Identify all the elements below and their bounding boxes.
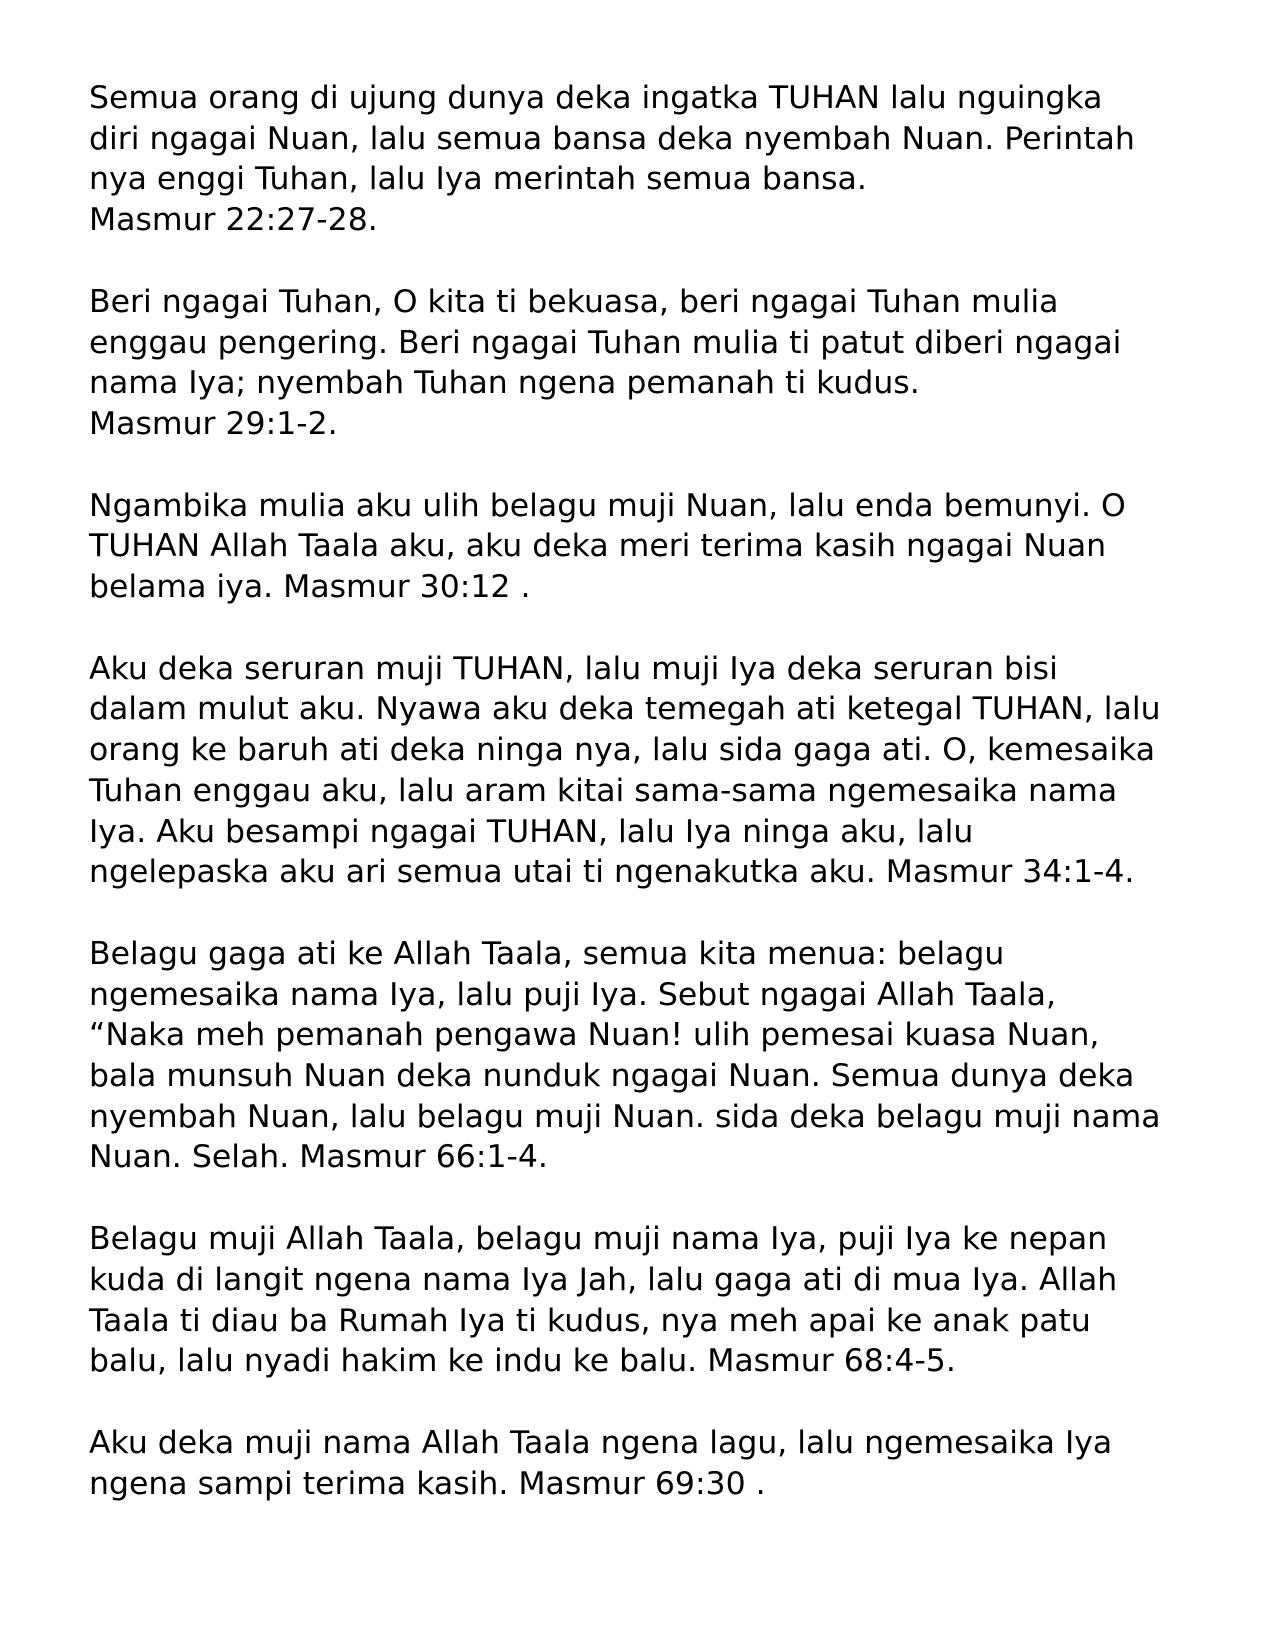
text-line: Aku deka muji nama Allah Taala ngena lagu, lalu ngemesaika Iya bbox=[89, 1424, 1113, 1461]
text-line: balu, lalu nyadi hakim ke indu ke balu. Masmur 68:4-5. bbox=[89, 1343, 956, 1380]
passage-masmur-30 bbox=[89, 486, 1229, 608]
text-line: dalam mulut aku. Nyawa aku deka temegah ati ketegal TUHAN, lalu bbox=[89, 691, 1161, 728]
text-line: Beri ngagai Tuhan, O kita ti bekuasa, beri ngagai Tuhan mulia bbox=[89, 283, 1059, 320]
text-line: ngelepaska aku ari semua utai ti ngenakutka aku. Masmur 34:1-4. bbox=[89, 854, 1135, 891]
text-line: ngemesaika nama Iya, lalu puji Iya. Sebut ngagai Allah Taala, bbox=[89, 976, 1056, 1013]
text-line: kuda di langit ngena nama Iya Jah, lalu gaga ati di mua Iya. Allah bbox=[89, 1261, 1118, 1298]
text-line: ngena sampi terima kasih. Masmur 69:30 . bbox=[89, 1465, 766, 1502]
text-line: diri ngagai Nuan, lalu semua bansa deka nyembah Nuan. Perintah bbox=[89, 120, 1135, 157]
text-line: belama iya. Masmur 30:12 . bbox=[89, 569, 531, 606]
text-line: nama Iya; nyembah Tuhan ngena pemanah ti kudus. bbox=[89, 365, 920, 402]
text-line: Taala ti diau ba Rumah Iya ti kudus, nya meh apai ke anak patu bbox=[89, 1302, 1091, 1339]
text-line: Ngambika mulia aku ulih belagu muji Nuan, lalu enda bemunyi. O bbox=[89, 487, 1126, 524]
text-line: Belagu gaga ati ke Allah Taala, semua kita menua: belagu bbox=[89, 935, 1005, 972]
passage-masmur-68 bbox=[89, 1219, 1229, 1382]
text-line: Tuhan enggau aku, lalu aram kitai sama-sama ngemesaika nama bbox=[89, 772, 1118, 809]
document-page bbox=[89, 78, 1229, 1545]
text-line: nya enggi Tuhan, lalu Iya merintah semua bansa. bbox=[89, 161, 867, 198]
passage-masmur-34 bbox=[89, 649, 1229, 893]
passage-masmur-66 bbox=[89, 934, 1229, 1178]
text-line: orang ke baruh ati deka ninga nya, lalu sida gaga ati. O, kemesaika bbox=[89, 732, 1156, 769]
passage-masmur-29 bbox=[89, 282, 1229, 445]
text-line: Aku deka seruran muji TUHAN, lalu muji Iya deka seruran bisi bbox=[89, 650, 1058, 687]
passage-masmur-22 bbox=[89, 78, 1229, 241]
text-line: “Naka meh pemanah pengawa Nuan! ulih pemesai kuasa Nuan, bbox=[89, 1017, 1100, 1054]
text-line: TUHAN Allah Taala aku, aku deka meri terima kasih ngagai Nuan bbox=[89, 528, 1107, 565]
text-line: Semua orang di ujung dunya deka ingatka TUHAN lalu nguingka bbox=[89, 80, 1103, 116]
text-line: Iya. Aku besampi ngagai TUHAN, lalu Iya ninga aku, lalu bbox=[89, 813, 974, 850]
verse-reference: Masmur 29:1-2. bbox=[89, 405, 338, 442]
verse-reference: Masmur 22:27-28. bbox=[89, 202, 378, 239]
text-line: bala munsuh Nuan deka nunduk ngagai Nuan. Semua dunya deka bbox=[89, 1058, 1135, 1095]
text-line: nyembah Nuan, lalu belagu muji Nuan. sida deka belagu muji nama bbox=[89, 1098, 1161, 1135]
passage-masmur-69 bbox=[89, 1423, 1229, 1504]
text-line: Belagu muji Allah Taala, belagu muji nama Iya, puji Iya ke nepan bbox=[89, 1221, 1108, 1258]
text-line: Nuan. Selah. Masmur 66:1-4. bbox=[89, 1139, 548, 1176]
text-line: enggau pengering. Beri ngagai Tuhan mulia ti patut diberi ngagai bbox=[89, 324, 1122, 361]
